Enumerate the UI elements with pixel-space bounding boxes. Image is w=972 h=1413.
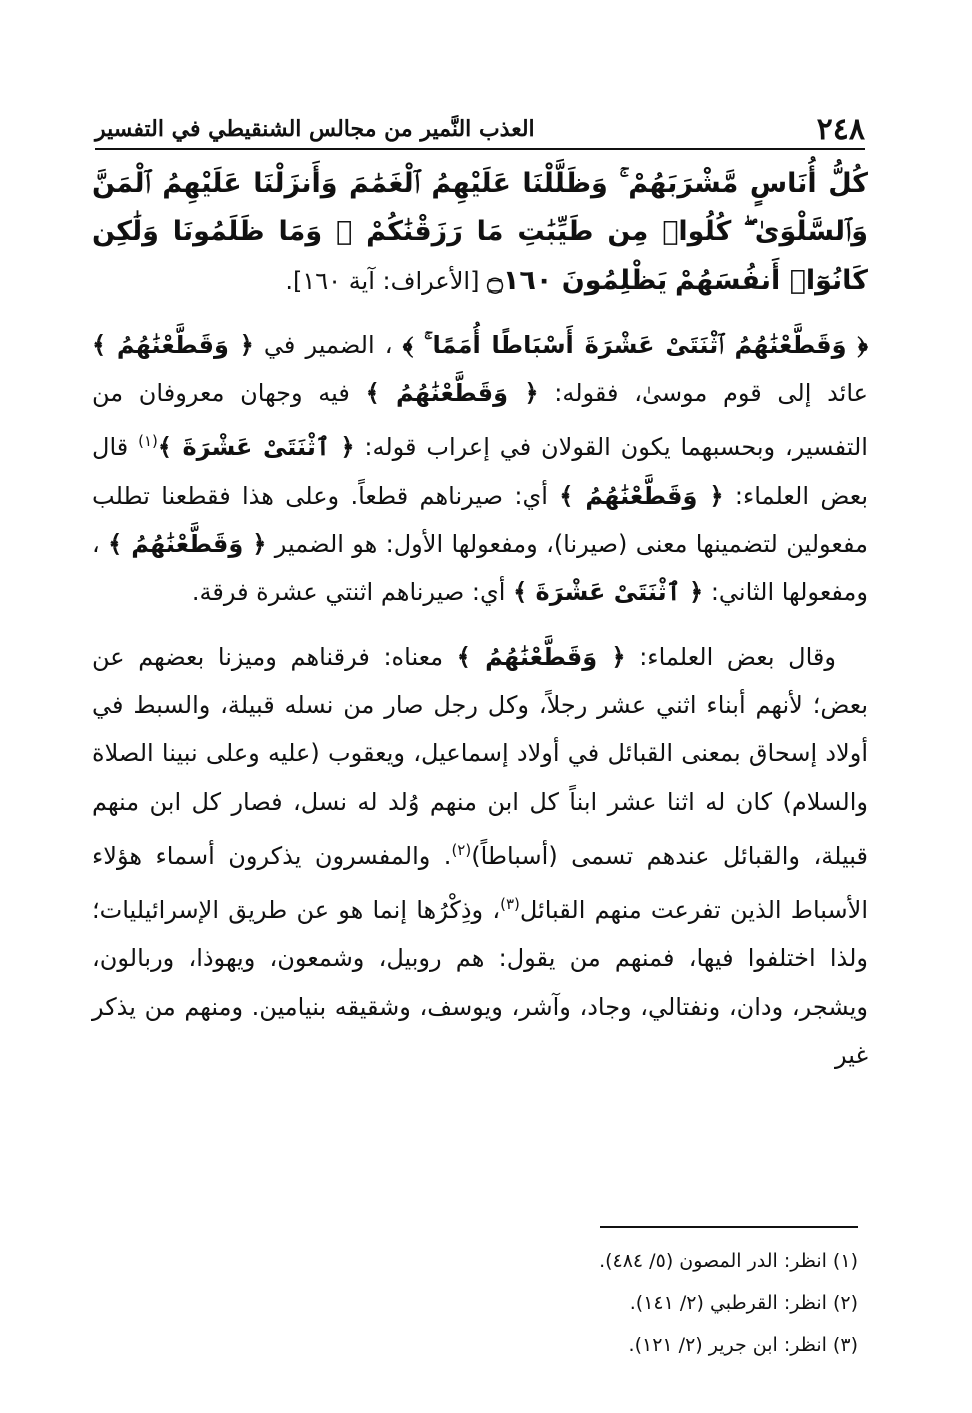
- quran-quote: ﴿ وَقَطَّعْنَٰهُمُ ٱثْنَتَىْ عَشْرَةَ أَسْبَاطًا أُمَمًا ۚ ﴾: [402, 330, 869, 359]
- footnote-rule: [600, 1226, 858, 1228]
- text-run: فيه وجهان معروفان من التفسير، وبحسبهما يكون القولان في إعراب قوله:: [92, 379, 868, 462]
- footnote-1: (١) انظر: الدر المصون (٥/ ٤٨٤).: [599, 1250, 858, 1272]
- book-title: العذب النَّمير من مجالس الشنقيطي في التفسير: [95, 116, 535, 142]
- text-run: ، الضمير في: [263, 330, 393, 359]
- paragraph-gap: [92, 305, 868, 321]
- quran-quote: ﴿ وَقَطَّعْنَٰهُمُ ﴾: [456, 642, 626, 671]
- text-run: ، ومفعولها الثاني:: [92, 530, 868, 607]
- quran-quote: ﴿ ٱثْنَتَىْ عَشْرَةَ ﴾: [513, 578, 704, 607]
- verse-line-3: يَظْلِمُونَ ۝١٦٠: [487, 264, 668, 296]
- footnote-ref-2: (٢): [451, 840, 472, 859]
- text-run: عائد إلى قوم موسىٰ، فقوله:: [554, 379, 868, 408]
- quran-quote: ﴿ وَقَطَّعْنَٰهُمُ ﴾: [559, 481, 724, 510]
- quran-quote: ﴿ وَقَطَّعْنَٰهُمُ ﴾: [92, 330, 254, 359]
- paragraph-2: [92, 633, 868, 1080]
- main-text: [92, 160, 868, 1079]
- page-number: ٢٤٨: [816, 112, 865, 147]
- text-run: قال بعض العلماء:: [92, 433, 868, 510]
- quran-quote: ﴿ وَقَطَّعْنَٰهُمُ ﴾: [365, 379, 539, 408]
- footnotes: [300, 1240, 858, 1366]
- footnote-3: (٣) انظر: ابن جرير (٢/ ١٢١).: [628, 1334, 858, 1356]
- running-header: [95, 108, 865, 148]
- footnote-2: (٢) انظر: القرطبي (٢/ ١٤١).: [629, 1292, 858, 1314]
- text-run: معناه: فرقناهم وميزنا بعضهم عن بعض؛ لأنهم أبناء اثني عشر رجلاً، وكل رجل صار من نسله قبيلة، والسبط في أولاد إسحاق بمعنى القبائل في أولاد إسماعيل، ويعقوب (عليه وعلى نبينا الصلاة والسلام) كان له اثنا عشر ابناً كل ابن منهم وُلد له نسل، فصار كل ابن منهم قبيلة، والقبائل عندهم تسمى (أسباطاً): [92, 642, 868, 870]
- paragraph-gap: [92, 617, 868, 633]
- verse-line-1: كُلُّ أُنَاسٍ مَّشْرَبَهُمْ ۚ وَظَلَّلْنَا عَلَيْهِمُ ٱلْغَمَٰمَ وَأَنزَلْنَا عَلَيْهِمُ ٱلْمَنَّ وَٱلسَّلْوَىٰ ۖ: [92, 168, 868, 248]
- verse-reference: [الأعراف: آية ١٦٠].: [285, 266, 480, 295]
- text-run: . والمفسرون يذكرون أسماء هؤلاء الأسباط الذين تفرعت منهم القبائل: [92, 841, 868, 925]
- verse-line-2: كُلُوا۟ مِن طَيِّبَٰتِ مَا رَزَقْنَٰكُمْ ۚ وَمَا ظَلَمُونَا وَلَٰكِن كَانُوٓا۟ أَنفُسَهُمْ: [92, 216, 868, 296]
- text-run: ، وذِكْرُها إنما هو عن طريق الإسرائيليات؛ ولذا اختلفوا فيها، فمنهم من يقول: هم روبيل، وشمعون، ويهوذا، وربالون، ويشجر، ودان، ونفتالي، وجاد، وآشر، ويوسف، وشقيقه بنيامين. ومنهم من يذكر غير: [92, 896, 868, 1070]
- text-run: أي: صيرناهم اثنتي عشرة فرقة.: [191, 578, 506, 607]
- quran-quote: ﴿ ٱثْنَتَىْ عَشْرَةَ ﴾: [157, 433, 355, 462]
- quran-quote: ﴿ وَقَطَّعْنَٰهُمُ ﴾: [108, 530, 267, 559]
- paragraph-1: [92, 321, 868, 617]
- footnote-ref-3: (٣): [500, 895, 520, 914]
- header-rule: [95, 148, 865, 150]
- text-run: وقال بعض العلماء:: [639, 642, 836, 671]
- footnote-ref-1: (١): [138, 432, 158, 451]
- text-run: أي: صيرناهم قطعاً. وعلى هذا فقطعنا تطلب مفعولين لتضمينها معنى (صيرنا)، ومفعولها الأول: هو الضمير: [92, 481, 869, 559]
- quran-verse: [92, 160, 868, 305]
